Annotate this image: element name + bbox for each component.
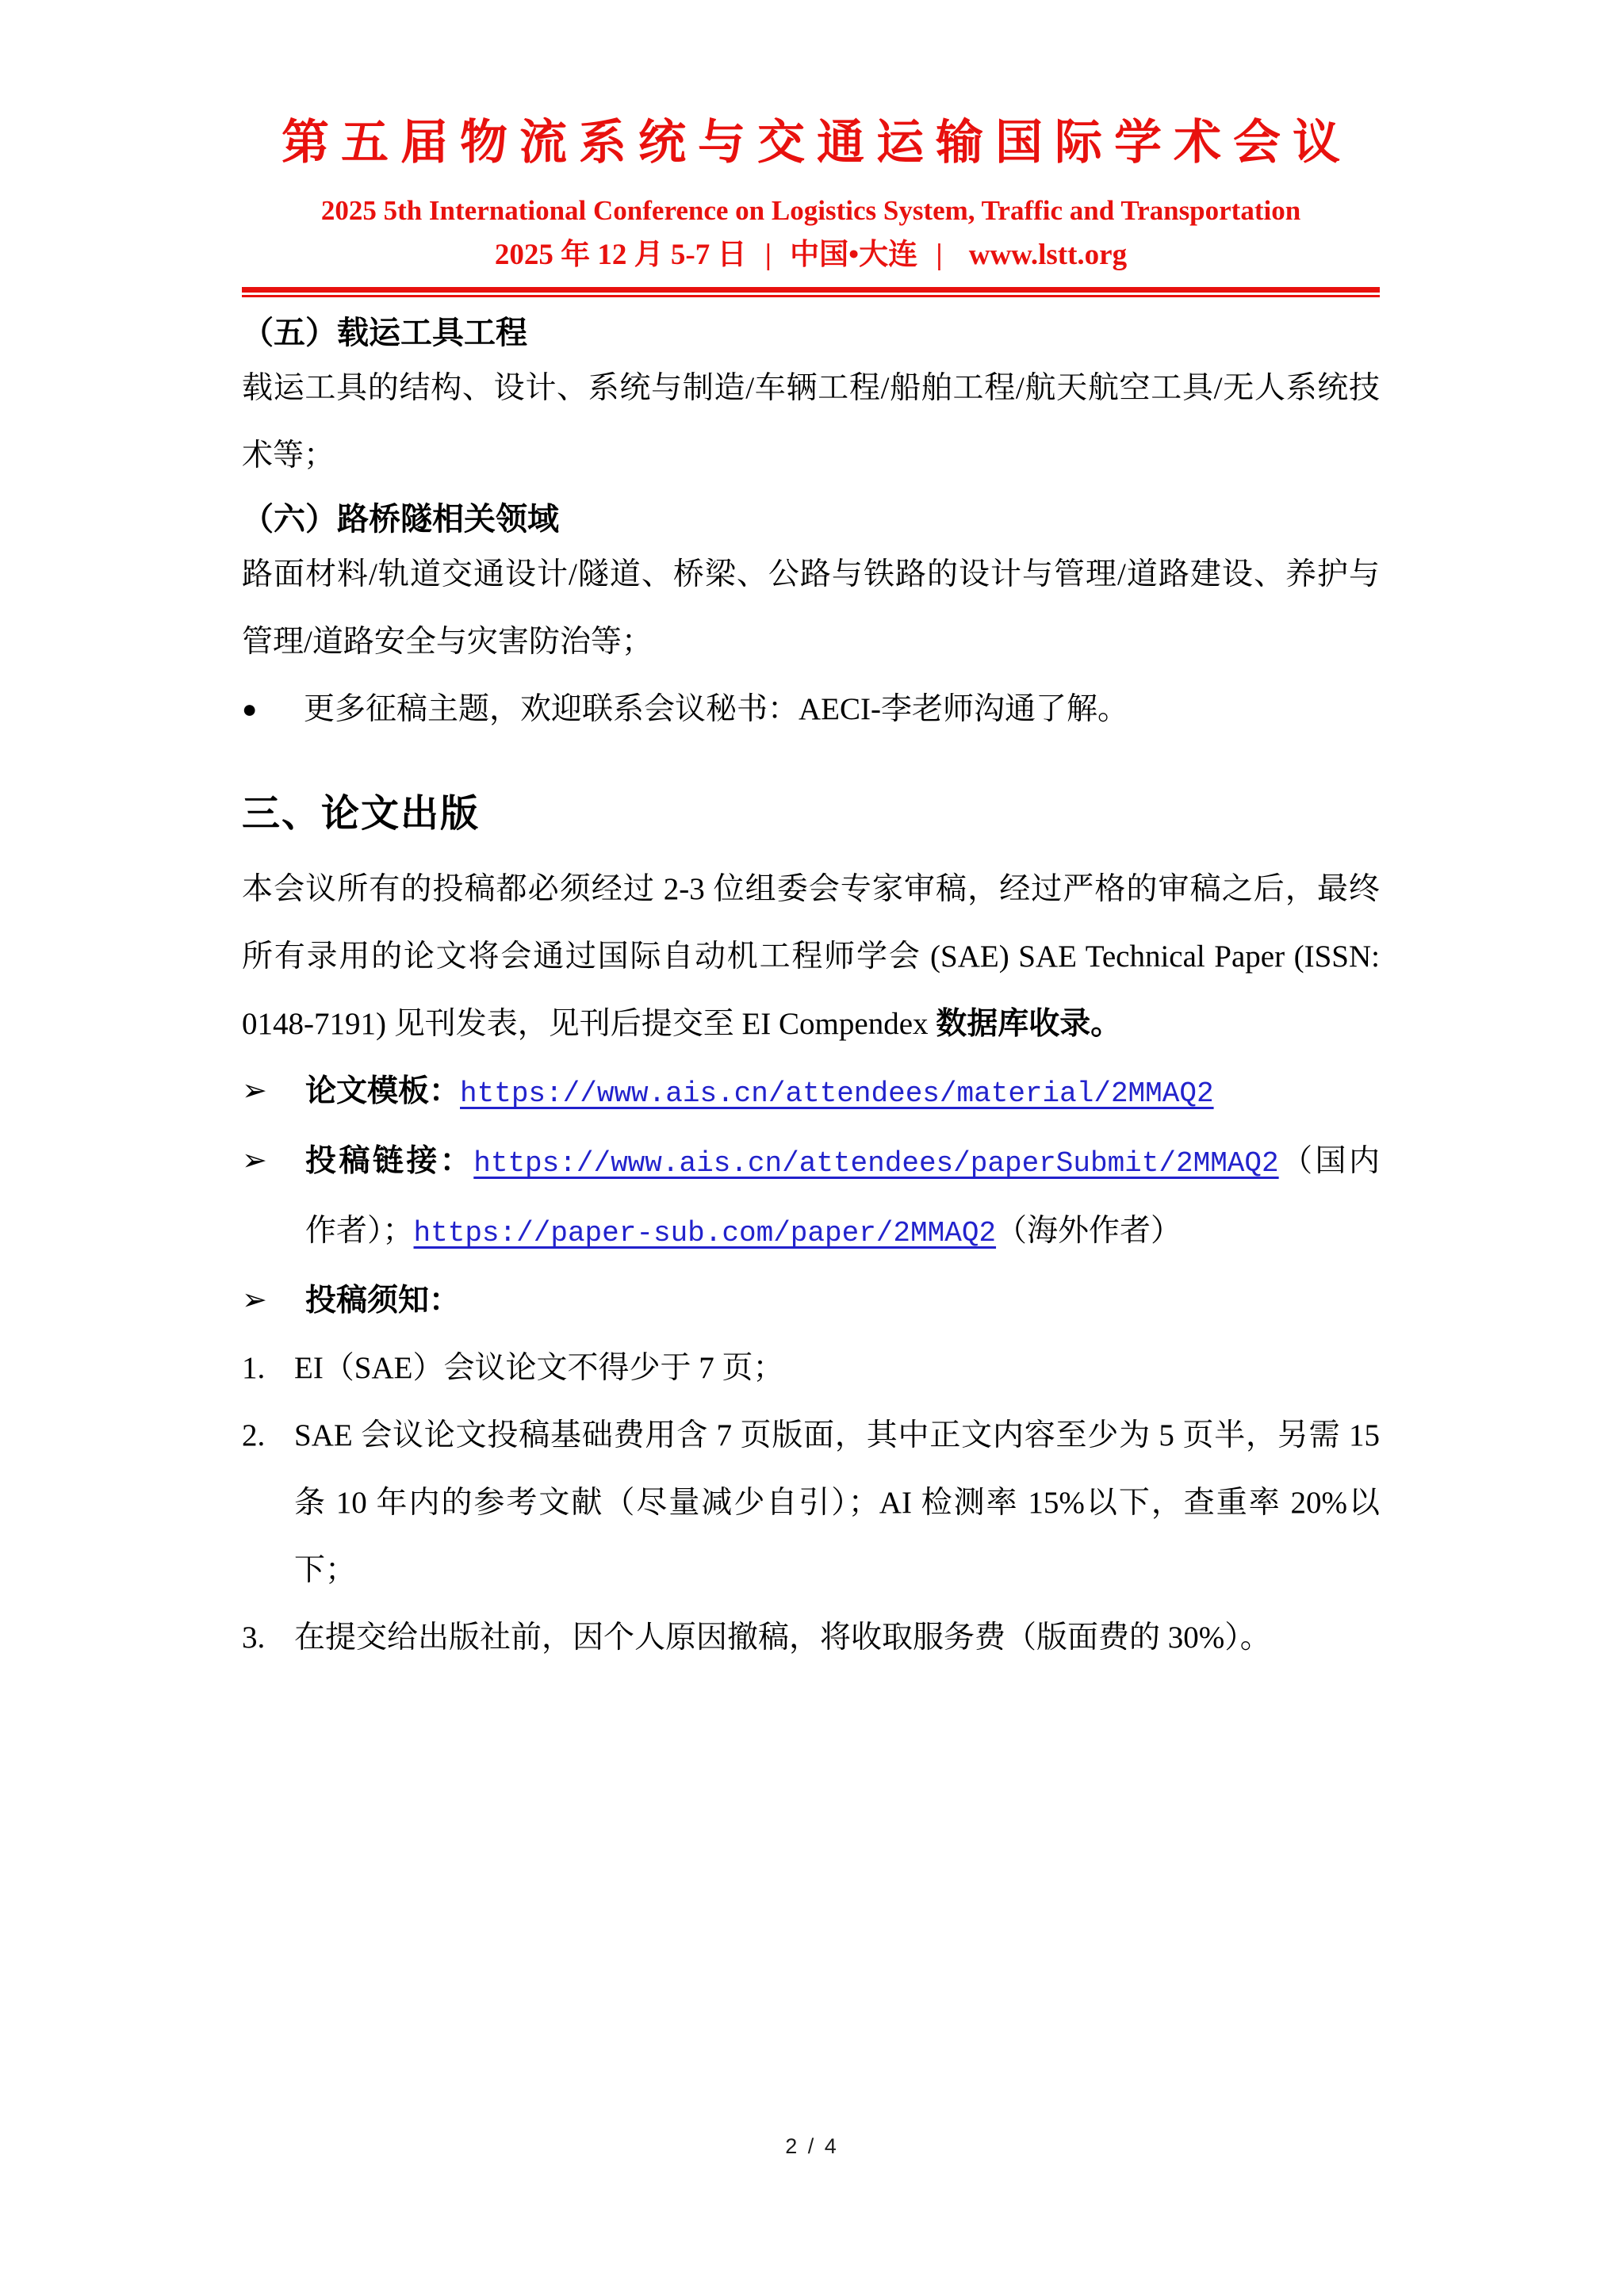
paper-template-content xyxy=(305,1058,1380,1127)
dateline-separator: | xyxy=(764,239,772,271)
more-topics-note xyxy=(242,675,1380,743)
topic5-body: 载运工具的结构、设计、系统与制造/车辆工程/船舶工程/航天航空工具/无人系统技术等； xyxy=(242,371,1380,473)
header-divider-thin xyxy=(242,295,1380,297)
note-number: 1. xyxy=(242,1351,266,1385)
topic6-body: 路面材料/轨道交通设计/隧道、桥梁、公路与铁路的设计与管理/道路建设、养护与管理/道路安全与灾害防治等； xyxy=(242,557,1380,659)
dateline-separator: | xyxy=(936,239,943,271)
domestic-author-note: （国内作者）； xyxy=(305,1144,1380,1248)
conference-title-en: 2025 5th International Conference on Logistics System, Traffic and Transportation xyxy=(320,195,1301,226)
conference-dateline xyxy=(242,236,1380,274)
note-text: 在提交给出版社前，因个人原因撤稿，将收取服务费（版面费的 30%）。 xyxy=(294,1621,1271,1655)
topic6-heading: （六）路桥隧相关领域 xyxy=(242,501,559,537)
note-item-3 xyxy=(242,1604,1380,1671)
note-text: EI（SAE）会议论文不得少于 7 页； xyxy=(294,1351,784,1385)
note-text: SAE 会议论文投稿基础费用含 7 页版面，其中正文内容至少为 5 页半，另需 15 条 10 年内的参考文献（尽量减少自引）；AI 检测率 15%以下，查重率 20%以下； xyxy=(294,1418,1380,1587)
submission-link-overseas[interactable]: https://paper-sub.com/paper/2MMAQ2 xyxy=(413,1217,997,1249)
note-item-2 xyxy=(242,1402,1380,1604)
dot-bullet-icon: ● xyxy=(242,695,258,723)
document-content xyxy=(242,0,1380,1671)
overseas-author-note: （海外作者） xyxy=(996,1214,1182,1248)
publication-intro-main: 本会议所有的投稿都必须经过 2-3 位组委会专家审稿，经过严格的审稿之后，最终所有录用的论文将会通过国际自动机工程师学会 (SAE) SAE Technical Paper (ISSN: 0148-7191) 见刊发表，见刊后提交至 EI Compendex xyxy=(242,872,1380,1041)
note-item-1 xyxy=(242,1334,1380,1402)
submission-notes-label: 投稿须知： xyxy=(305,1284,461,1318)
submission-notes-item xyxy=(242,1267,1380,1334)
conference-dates: 2025 年 12 月 5-7 日 xyxy=(494,239,747,271)
publication-intro xyxy=(242,855,1380,1058)
arrow-bullet-icon: ➢ xyxy=(242,1074,267,1108)
note-number: 3. xyxy=(242,1621,266,1655)
arrow-bullet-icon: ➢ xyxy=(242,1284,267,1317)
section-publication xyxy=(242,789,1380,1671)
conference-website: www.lstt.org xyxy=(968,239,1128,271)
header-divider-thick xyxy=(242,287,1380,293)
page-number: 2 / 4 xyxy=(785,2134,839,2158)
arrow-bullet-icon: ➢ xyxy=(242,1144,267,1177)
submission-link-content xyxy=(305,1127,1380,1267)
submission-link-domestic[interactable]: https://www.ais.cn/attendees/paperSubmit/2MMAQ2 xyxy=(473,1147,1279,1180)
document-header xyxy=(242,113,1380,297)
section-topic-5 xyxy=(242,312,1380,489)
submission-link-label: 投稿链接： xyxy=(305,1144,474,1178)
topic5-heading: （五）载运工具工程 xyxy=(242,315,527,350)
paper-template-link[interactable]: https://www.ais.cn/attendees/material/2MMAQ2 xyxy=(460,1077,1214,1110)
more-topics-note-text: 更多征稿主题，欢迎联系会议秘书：AECI-李老师沟通了解。 xyxy=(304,692,1128,726)
publication-heading: 三、论文出版 xyxy=(242,793,481,835)
conference-title-cn: 第五届物流系统与交通运输国际学术会议 xyxy=(282,117,1352,169)
conference-location: 中国•大连 xyxy=(790,239,918,271)
publication-intro-bold: 数据库收录。 xyxy=(936,1007,1122,1041)
paper-template-label: 论文模板： xyxy=(305,1074,461,1108)
note-number: 2. xyxy=(242,1418,266,1452)
paper-template-item xyxy=(242,1058,1380,1127)
section-topic-6 xyxy=(242,498,1380,675)
submission-link-item xyxy=(242,1127,1380,1267)
